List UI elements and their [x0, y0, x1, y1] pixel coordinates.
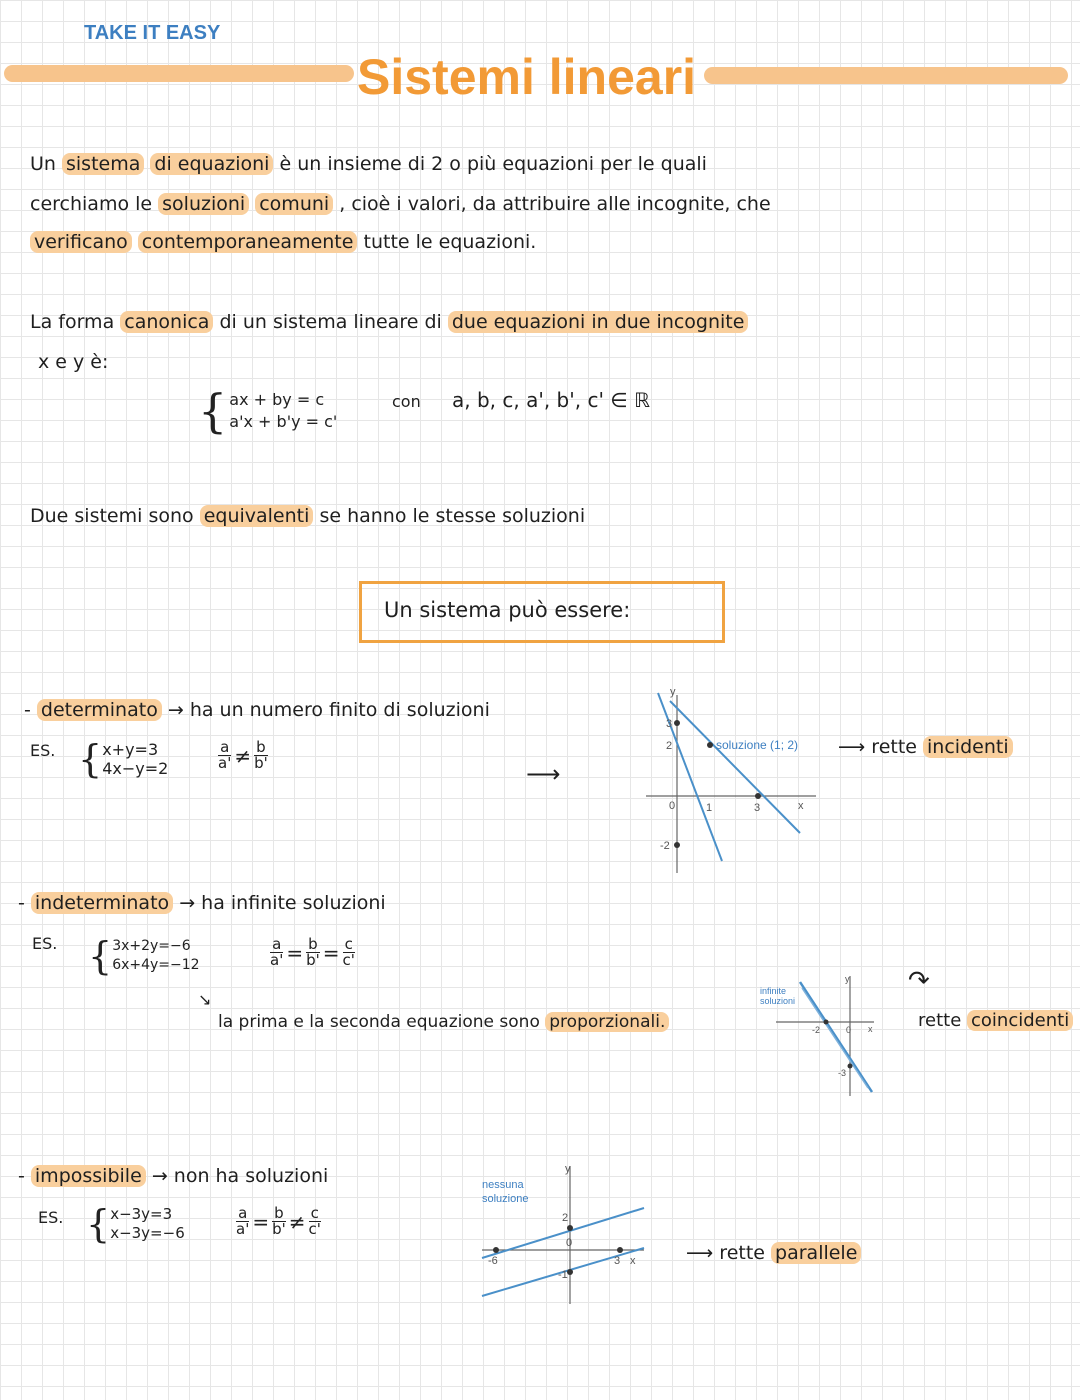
- indeterminato-result: [918, 1010, 1073, 1031]
- determinato-condition: [218, 740, 268, 771]
- indeterminato-condition: [270, 937, 355, 968]
- frac-num: b: [256, 738, 266, 756]
- intercept-point: [755, 793, 761, 799]
- determinato-desc: → ha un numero finito di soluzioni: [167, 699, 490, 721]
- frac-den: c': [308, 1220, 321, 1238]
- frac-den: b': [306, 951, 320, 969]
- frac-den: c': [342, 951, 355, 969]
- canonical-text: di un sistema lineare di: [219, 311, 442, 333]
- intro-text: tutte le equazioni.: [363, 231, 537, 253]
- result-arrow: ⟶: [838, 736, 866, 758]
- frac-num: c: [310, 1204, 319, 1222]
- system-brace: {: [86, 1202, 111, 1246]
- determinato-heading: [24, 699, 490, 721]
- relation-symbol: ≠: [288, 1209, 306, 1234]
- result-prefix: rette: [918, 1010, 962, 1031]
- intro-line-1: [30, 153, 707, 175]
- impossibile-graph: [474, 1158, 650, 1308]
- indeterminato-graph: [756, 966, 886, 1100]
- note-text: la prima e la seconda equazione sono: [218, 1012, 540, 1032]
- result-prefix: rette: [719, 1242, 765, 1264]
- highlight-equivalenti: equivalenti: [200, 505, 314, 527]
- x-tick-label: 1: [706, 802, 713, 814]
- determinato-eq-1: x+y=3: [102, 740, 159, 759]
- canonical-text: La forma: [30, 311, 115, 333]
- intercept-point: [848, 1064, 853, 1069]
- impossibile-condition: [236, 1206, 321, 1237]
- y-tick-label: 3: [666, 718, 673, 730]
- frac-num: a: [220, 738, 230, 756]
- relation-symbol: =: [252, 1209, 270, 1234]
- y-tick-label: -1: [558, 1269, 568, 1281]
- determinato-system: [78, 737, 169, 781]
- intercept-point: [674, 720, 680, 726]
- origin-label: 0: [566, 1237, 573, 1249]
- canonical-eq-1: ax + by = c: [229, 390, 325, 409]
- intercept-point: [493, 1247, 499, 1253]
- frac-den: a': [218, 754, 232, 772]
- result-arrow: ⟶: [686, 1242, 714, 1264]
- system-brace: {: [78, 737, 103, 781]
- frac-den: b': [254, 754, 268, 772]
- bullet-dash: -: [24, 699, 31, 721]
- equivalence-line: [30, 505, 585, 527]
- indeterminato-eq-1: 3x+2y=−6: [112, 938, 191, 954]
- types-box-label: Un sistema può essere:: [384, 598, 631, 622]
- system-brace: {: [88, 934, 113, 978]
- intro-line-3: [30, 231, 536, 253]
- intro-word: Un: [30, 153, 56, 175]
- impossibile-heading: [18, 1165, 328, 1187]
- highlight-impossibile: impossibile: [31, 1165, 146, 1187]
- determinato-eq-2: 4x−y=2: [102, 759, 169, 778]
- impossibile-desc: → non ha soluzioni: [151, 1165, 329, 1187]
- highlight-indeterminato: indeterminato: [31, 892, 173, 914]
- equivalence-text: se hanno le stesse soluzioni: [319, 505, 586, 527]
- note-arrow: ↘: [198, 990, 212, 1009]
- highlight-due-equazioni: due equazioni in due incognite: [448, 311, 749, 333]
- x-tick-label: 3: [614, 1255, 621, 1267]
- coincident-line: [800, 982, 872, 1092]
- coincident-line: [802, 988, 868, 1088]
- frac-den: a': [270, 951, 284, 969]
- highlight-soluzioni: soluzioni: [158, 193, 249, 215]
- x-tick-label: 3: [754, 802, 761, 814]
- determinato-result: [838, 736, 1013, 758]
- highlight-comuni: comuni: [255, 193, 333, 215]
- impossibile-result: [686, 1242, 861, 1264]
- intercept-point: [567, 1269, 573, 1275]
- title-bar-left: [4, 65, 354, 82]
- origin-label: 0: [846, 1025, 852, 1035]
- highlight-proporzionali: proporzionali.: [545, 1012, 669, 1032]
- indeterminato-system: [88, 934, 200, 978]
- x-axis-label: x: [798, 800, 804, 812]
- x-tick-label: -6: [488, 1255, 498, 1267]
- indeterminato-desc: → ha infinite soluzioni: [179, 892, 386, 914]
- intercept-point: [824, 1020, 829, 1025]
- intercept-point: [567, 1225, 573, 1231]
- canonical-eq-2: a'x + b'y = c': [229, 412, 338, 431]
- result-prefix: rette: [871, 736, 917, 758]
- curved-arrow: ↷: [908, 966, 930, 996]
- types-box: [359, 581, 725, 643]
- canonical-domain: a, b, c, a', b', c' ∈ ℝ: [452, 388, 650, 412]
- solution-point: [707, 742, 713, 748]
- x-axis-label: x: [868, 1024, 873, 1034]
- x-tick-label: -2: [812, 1025, 821, 1035]
- frac-num: a: [238, 1204, 248, 1222]
- relation-symbol: ≠: [234, 743, 252, 768]
- highlight-contemporaneamente: contemporaneamente: [138, 231, 358, 253]
- solution-label: soluzione (1; 2): [716, 738, 799, 752]
- brand-tag: TAKE IT EASY: [84, 22, 221, 44]
- highlight-parallele: parallele: [771, 1242, 861, 1264]
- intro-word: è: [279, 153, 292, 175]
- x-axis-label: x: [630, 1255, 636, 1267]
- highlight-coincidenti: coincidenti: [967, 1010, 1073, 1031]
- y-tick-label: 2: [666, 740, 673, 752]
- line-x-y-3: [670, 701, 800, 833]
- canonical-line-1: [30, 311, 748, 333]
- graph-label-line-2: soluzioni: [760, 996, 796, 1006]
- bullet-dash: -: [18, 892, 25, 914]
- y-axis-label: y: [670, 686, 676, 698]
- highlight-di-equazioni: di equazioni: [150, 153, 273, 175]
- frac-den: a': [236, 1220, 250, 1238]
- frac-den: b': [272, 1220, 286, 1238]
- impossibile-eq-2: x−3y=−6: [110, 1224, 185, 1242]
- frac-num: b: [308, 935, 318, 953]
- relation-symbol: =: [322, 940, 340, 965]
- relation-symbol: =: [286, 940, 304, 965]
- intercept-point: [617, 1247, 623, 1253]
- frac-num: a: [272, 935, 282, 953]
- y-axis-label: y: [565, 1163, 571, 1175]
- impossibile-es: ES.: [38, 1208, 64, 1227]
- canonical-con: con: [392, 392, 421, 411]
- frac-num: c: [344, 935, 353, 953]
- system-brace: {: [198, 384, 228, 438]
- origin-label: 0: [669, 800, 676, 812]
- impossibile-system: [86, 1202, 185, 1246]
- y-tick-label: -2: [660, 840, 670, 852]
- highlight-sistema: sistema: [62, 153, 144, 175]
- y-axis-label: y: [845, 974, 850, 984]
- determinato-graph: [640, 683, 826, 879]
- title-bar-right: [704, 67, 1068, 84]
- indeterminato-eq-2: 6x+4y=−12: [112, 957, 200, 973]
- y-tick-label: -3: [838, 1068, 847, 1078]
- intro-text: un insieme di 2 o più equazioni per le quali: [297, 153, 707, 175]
- highlight-verificano: verificano: [30, 231, 132, 253]
- canonical-system: [198, 384, 338, 438]
- indeterminato-note: [218, 1012, 669, 1032]
- highlight-determinato: determinato: [37, 699, 162, 721]
- impossibile-eq-1: x−3y=3: [110, 1205, 173, 1223]
- indeterminato-es: ES.: [32, 934, 58, 953]
- equivalence-text: Due sistemi sono: [30, 505, 194, 527]
- canonical-line-2: x e y è:: [38, 351, 109, 373]
- graph-label-line-2: soluzione: [482, 1193, 529, 1205]
- intro-text: , cioè i valori, da attribuire alle incognite, che: [339, 193, 771, 215]
- graph-label-line-1: infinite: [760, 986, 787, 996]
- highlight-incidenti: incidenti: [923, 736, 1013, 758]
- graph-label-line-1: nessuna: [482, 1179, 524, 1191]
- arrow-to-graph: ⟶: [526, 760, 561, 788]
- determinato-es: ES.: [30, 741, 56, 760]
- highlight-canonica: canonica: [120, 311, 213, 333]
- bullet-dash: -: [18, 1165, 25, 1187]
- intro-text: cerchiamo le: [30, 193, 153, 215]
- y-tick-label: 2: [562, 1212, 569, 1224]
- intercept-point: [674, 842, 680, 848]
- indeterminato-heading: [18, 892, 386, 914]
- intro-line-2: [30, 193, 771, 215]
- page-title: Sistemi lineari: [357, 49, 697, 105]
- frac-num: b: [274, 1204, 284, 1222]
